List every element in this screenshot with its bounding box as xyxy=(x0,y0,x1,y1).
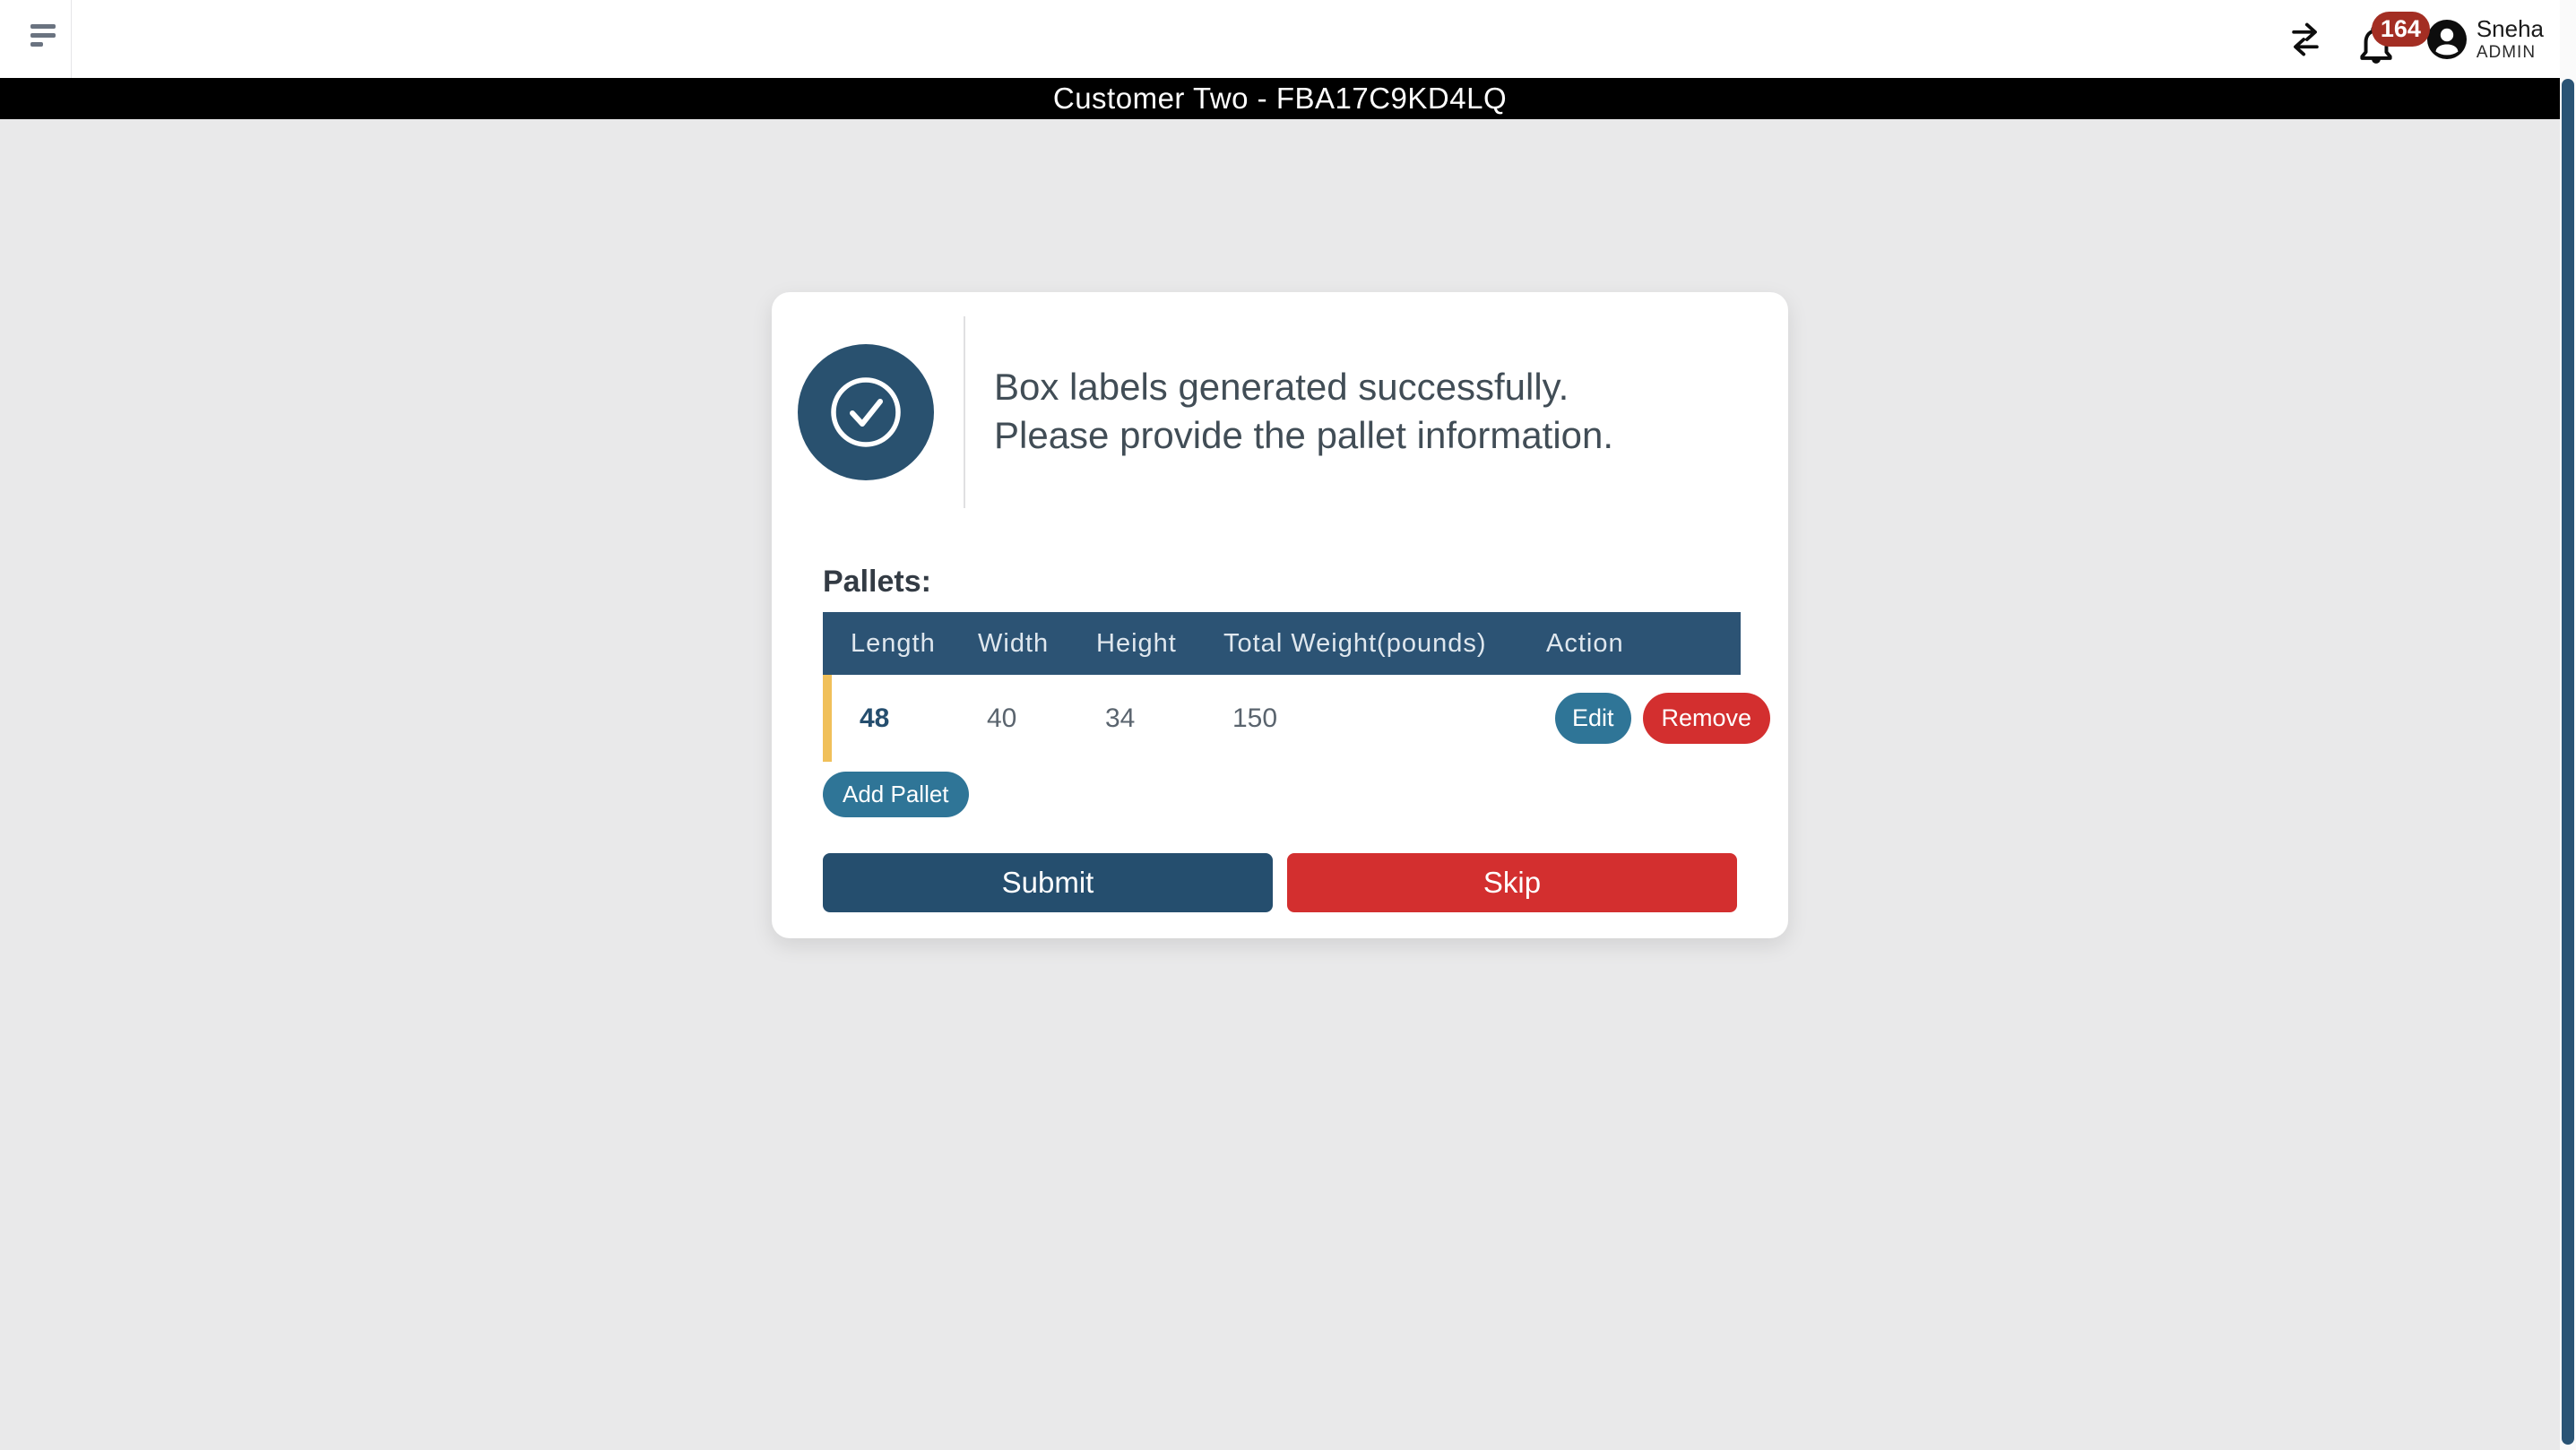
notification-bell-icon[interactable] xyxy=(2354,14,2421,62)
cell-actions xyxy=(1555,693,1770,744)
user-name: Sneha xyxy=(2476,14,2544,42)
title-bar xyxy=(0,78,2560,119)
scrollbar-thumb[interactable] xyxy=(2562,79,2574,1445)
success-message-section xyxy=(772,316,1788,531)
skip-button[interactable]: Skip xyxy=(1287,853,1737,912)
check-circle-icon xyxy=(798,344,934,480)
header-right-cluster xyxy=(2286,0,2544,78)
col-header-height: Height xyxy=(1096,628,1177,658)
top-header xyxy=(0,0,2560,78)
scrollbar-track[interactable] xyxy=(2560,0,2576,1450)
menu-icon-bar xyxy=(30,42,43,47)
cell-length: 48 xyxy=(860,703,890,733)
card-actions xyxy=(823,853,1737,912)
menu-icon-bar xyxy=(30,33,56,38)
col-header-length: Length xyxy=(851,628,936,658)
swap-arrows-icon[interactable] xyxy=(2286,20,2325,59)
page-title: Customer Two - FBA17C9KD4LQ xyxy=(1052,82,1508,115)
edit-button[interactable]: Edit xyxy=(1555,693,1631,744)
menu-icon[interactable] xyxy=(30,24,57,47)
remove-button[interactable]: Remove xyxy=(1643,693,1771,744)
user-info[interactable] xyxy=(2477,15,2544,64)
pallet-info-card xyxy=(772,292,1788,938)
user-avatar-icon[interactable] xyxy=(2425,18,2468,61)
cell-total-weight: 150 xyxy=(1232,703,1278,733)
vertical-divider xyxy=(964,316,965,508)
notification-count-badge[interactable]: 164 xyxy=(2372,12,2430,47)
table-row xyxy=(823,675,1752,762)
table-header-row xyxy=(823,612,1741,675)
submit-button[interactable]: Submit xyxy=(823,853,1273,912)
add-pallet-button[interactable]: Add Pallet xyxy=(823,772,969,817)
main-content xyxy=(0,119,2560,1450)
col-header-action: Action xyxy=(1546,628,1624,658)
pallets-table xyxy=(823,612,1752,762)
col-header-width: Width xyxy=(978,628,1050,658)
cell-width: 40 xyxy=(987,703,1017,733)
success-message-line1: Box labels generated successfully. xyxy=(994,366,1569,408)
user-role: ADMIN xyxy=(2476,42,2537,62)
cell-height: 34 xyxy=(1105,703,1136,733)
menu-icon-bar xyxy=(30,24,56,29)
col-header-total-weight: Total Weight(pounds) xyxy=(1223,628,1487,658)
header-left-section xyxy=(0,0,72,78)
success-message-line2: Please provide the pallet information. xyxy=(994,414,1614,456)
pallets-heading: Pallets: xyxy=(823,565,931,599)
success-message xyxy=(994,363,1613,460)
